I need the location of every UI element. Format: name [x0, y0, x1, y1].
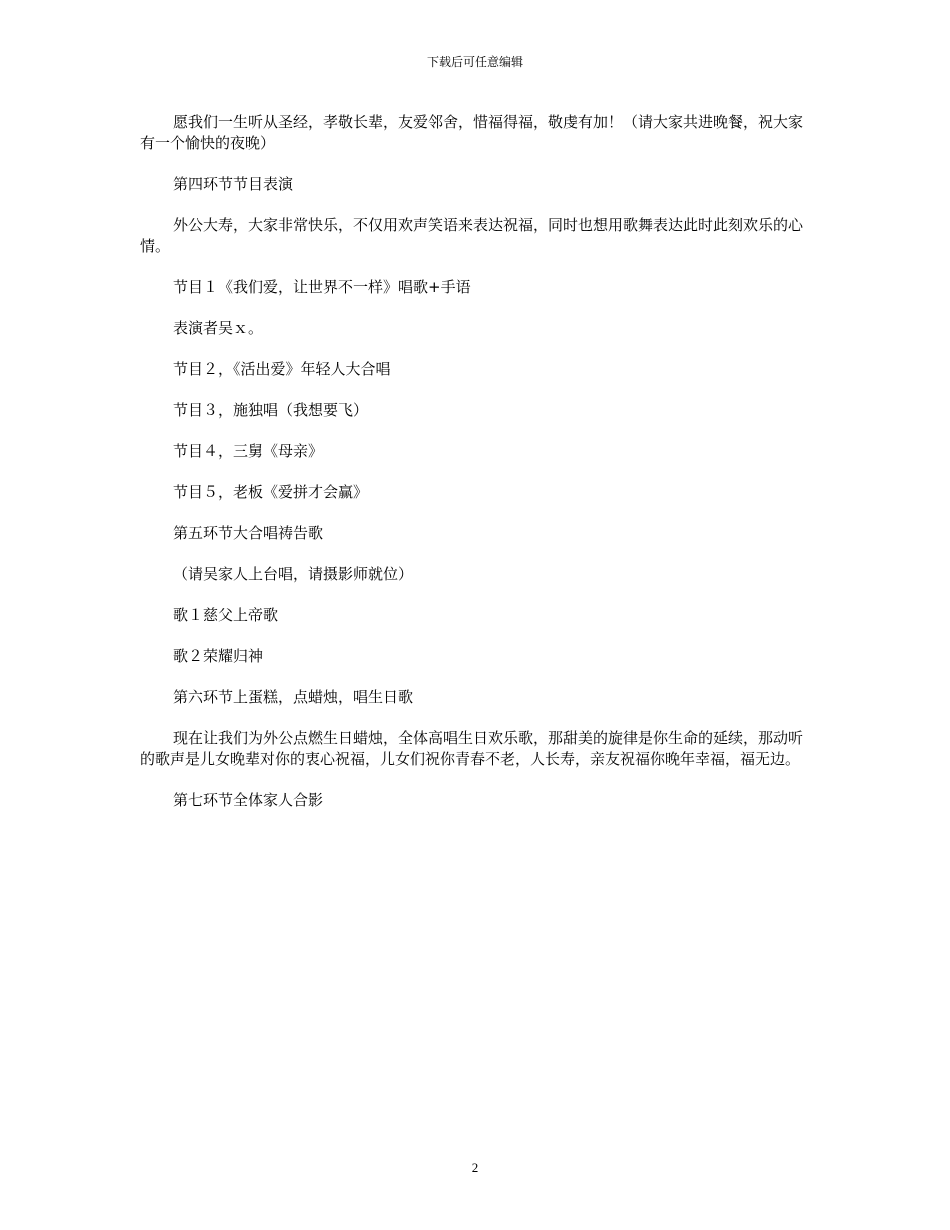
section-heading-4: 第四环节节目表演: [173, 175, 294, 193]
song-item-1: 歌１慈父上帝歌: [173, 606, 279, 624]
section-heading-6: 第六环节上蛋糕，点蜡烛，唱生日歌: [173, 688, 414, 706]
program-item-2: 节目２，《活出爱》年轻人大合唱: [173, 360, 391, 378]
section-heading-5: 第五环节大合唱祷告歌: [173, 524, 324, 542]
program-item-1: 节目１《我们爱，让世界不一样》唱歌+手语: [173, 278, 471, 296]
song-item-2: 歌２荣耀归神: [173, 647, 264, 665]
page-header: 下载后可任意编辑: [426, 55, 523, 69]
paragraph-blessing: 愿我们一生听从圣经，孝敬长辈，友爱邻舍，惜福得福，敬虔有加！（请大家共进晚餐，祝大家有一个愉快的夜晚）: [140, 113, 804, 152]
paragraph-birthday-song: 现在让我们为外公点燃生日蜡烛，全体高唱生日欢乐歌，那甜美的旋律是你生命的延续，那动听的歌声是儿女晚辈对你的衷心祝福，儿女们祝你青春不老，人长寿，亲友祝福你晚年幸福，福无边。: [140, 729, 804, 768]
section-heading-7: 第七环节全体家人合影: [173, 791, 324, 809]
paragraph-stage-note: （请吴家人上台唱，请摄影师就位）: [173, 565, 414, 583]
program-performer: 表演者吴ｘ。: [173, 319, 264, 337]
program-item-5: 节目５，老板《爱拼才会赢》: [173, 483, 369, 501]
program-item-3: 节目３，施独唱（我想要飞）: [173, 401, 369, 419]
paragraph-intro-performance: 外公大寿，大家非常快乐，不仅用欢声笑语来表达祝福，同时也想用歌舞表达此时此刻欢乐的心情。: [140, 216, 804, 255]
program-item-4: 节目４，三舅《母亲》: [173, 442, 324, 460]
page-number: 2: [471, 1160, 479, 1175]
document-body: [140, 112, 812, 831]
